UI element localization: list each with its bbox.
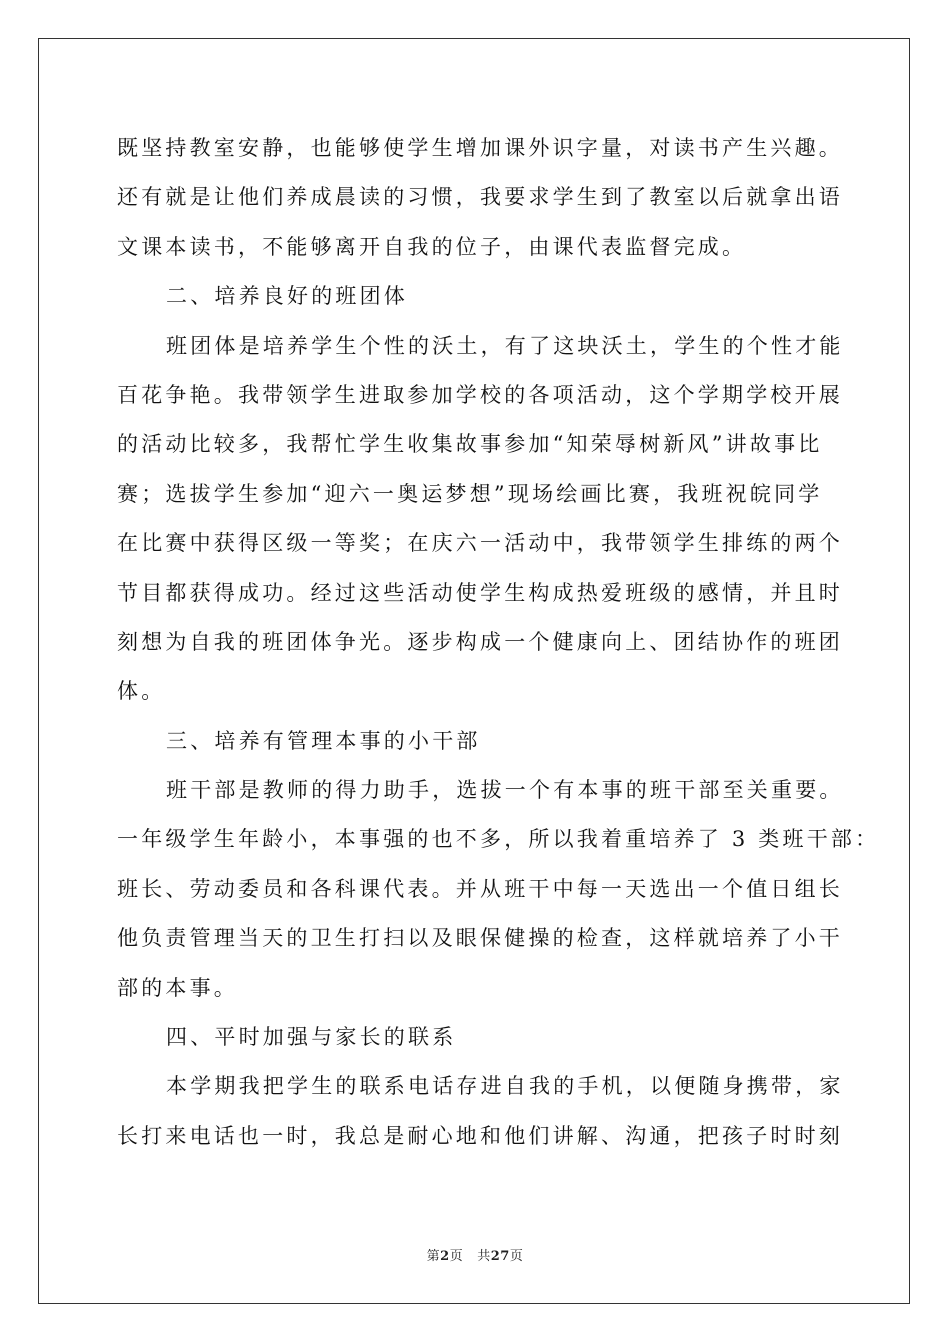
total-prefix: 共	[477, 1249, 491, 1264]
page-current: 2	[440, 1249, 450, 1264]
section-heading: 四、平时加强与家长的联系	[166, 1025, 457, 1050]
text-line: 班团体是培养学生个性的沃土，有了这块沃土，学生的个性才能	[166, 333, 844, 358]
text-line: 既坚持教室安静，也能够使学生增加课外识字量，对读书产生兴趣。	[117, 136, 843, 160]
text-line: 体。	[117, 679, 166, 704]
text-line: 赛；选拔学生参加“迎六一奥运梦想”现场绘画比赛，我班祝皖同学	[117, 481, 823, 506]
page-total: 27	[490, 1249, 510, 1264]
total-suffix: 页	[509, 1249, 524, 1264]
text-line: 刻想为自我的班团体争光。逐步构成一个健康向上、团结协作的班团	[117, 629, 843, 654]
section-heading: 三、培养有管理本事的小干部	[166, 728, 481, 753]
text-line: 部的本事。	[117, 975, 238, 1000]
document-body	[117, 124, 880, 1161]
page-prefix: 第	[426, 1249, 441, 1264]
text-line: 百花争艳。我带领学生进取参加学校的各项活动，这个学期学校开展	[117, 382, 843, 407]
text-line: 还有就是让他们养成晨读的习惯，我要求学生到了教室以后就拿出语	[117, 185, 843, 210]
text-line: 一年级学生年龄小，本事强的也不多，所以我着重培养了 3 类班干部：	[117, 827, 880, 852]
page-suffix: 页	[449, 1249, 464, 1264]
text-line: 的活动比较多，我帮忙学生收集故事参加“知荣辱树新风”讲故事比	[117, 432, 823, 457]
text-line: 本学期我把学生的联系电话存进自我的手机，以便随身携带，家	[166, 1074, 844, 1099]
text-line: 他负责管理当天的卫生打扫以及眼保健操的检查，这样就培养了小干	[117, 926, 843, 951]
text-line: 班干部是教师的得力助手，选拔一个有本事的班干部至关重要。	[166, 778, 844, 803]
section-heading: 二、培养良好的班团体	[166, 284, 408, 309]
text-line: 文课本读书，不能够离开自我的位子，由课代表监督完成。	[117, 234, 747, 259]
text-line: 节目都获得成功。经过这些活动使学生构成热爱班级的感情，并且时	[117, 580, 843, 605]
page-footer	[0, 1245, 950, 1264]
text-line: 在比赛中获得区级一等奖；在庆六一活动中，我带领学生排练的两个	[117, 531, 843, 556]
text-line: 班长、劳动委员和各科课代表。并从班干中每一天选出一个值日组长	[117, 876, 843, 901]
text-line: 长打来电话也一时，我总是耐心地和他们讲解、沟通，把孩子时时刻	[117, 1123, 843, 1148]
